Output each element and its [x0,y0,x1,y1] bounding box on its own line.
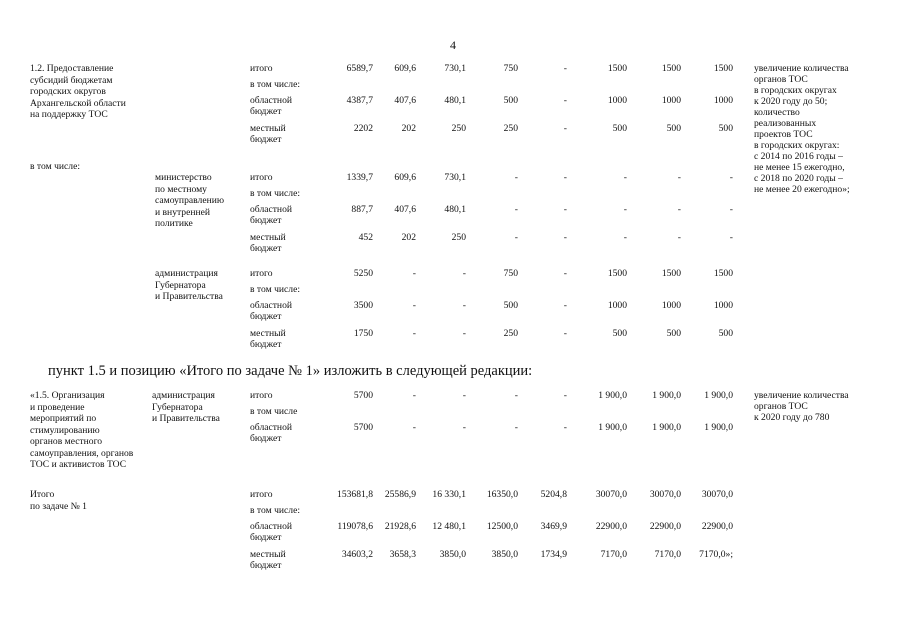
cell-value: 250 [503,328,518,339]
cell-value: 202 [401,123,416,134]
cell-value: 3850,0 [491,549,518,560]
cell-value: - [514,204,518,215]
row-label: местный [250,232,286,243]
cell-value: 1750 [353,328,373,339]
cell-value: 730,1 [444,63,466,74]
cell-value: 500 [718,328,733,339]
cell-value: 1500 [661,63,681,74]
row-label: бюджет [250,106,282,117]
cell-value: 3469,9 [540,521,567,532]
cell-value: - [563,268,567,279]
row-label: бюджет [250,532,282,543]
item-title: на поддержку ТОС [30,109,108,120]
cell-value: 250 [451,123,466,134]
cell-value: - [563,328,567,339]
row-label: местный [250,123,286,134]
row-label: в том числе: [250,79,301,90]
cell-value: 1500 [713,63,733,74]
row-label: бюджет [250,243,282,254]
cell-value: - [623,204,627,215]
cell-value: - [514,172,518,183]
result-text: увеличение количества [754,390,849,401]
executor-name: по местному [155,183,207,195]
executor-name: политике [155,218,193,229]
result-text: в городских округах [754,85,837,96]
row-label: итого [250,390,273,401]
row-label: областной [250,422,293,433]
executor-name: Губернатора [155,279,206,291]
cell-value: - [462,390,466,401]
cell-value: 1000 [661,300,681,311]
result-text: проектов ТОС [754,129,813,140]
cell-value: 34603,2 [341,549,373,560]
cell-value: 1 900,0 [652,390,681,401]
item-title: 1.2. Предоставление [30,63,114,74]
cell-value: 452 [358,232,373,243]
cell-value: 1 900,0 [652,422,681,433]
item-title: Архангельской области [30,97,126,109]
cell-value: 480,1 [444,204,466,215]
cell-value: 25586,9 [384,489,416,500]
cell-value: 1734,9 [540,549,567,560]
row-label: областной [250,204,293,215]
cell-value: 6589,7 [346,63,373,74]
row-label: местный [250,549,286,560]
item-title: стимулированию [30,424,100,436]
cell-value: 1500 [713,268,733,279]
cell-value: - [677,204,681,215]
cell-value: 5700 [353,422,373,433]
executor-name: и внутренней [155,206,211,218]
result-text: органов ТОС [754,401,808,412]
cell-value: - [462,300,466,311]
cell-value: 500 [503,95,518,106]
cell-value: - [514,232,518,243]
cell-value: - [623,232,627,243]
cell-value: - [462,422,466,433]
cell-value: 22900,0 [649,521,681,532]
result-text: с 2018 по 2020 годы – [754,173,843,184]
row-label: областной [250,521,293,532]
item-title: мероприятий по [30,413,97,424]
result-text: не менее 15 ежегодно, [754,162,845,173]
cell-value: - [412,300,416,311]
result-text: реализованных [754,118,817,129]
cell-value: 500 [718,123,733,134]
cell-value: - [563,300,567,311]
cell-value: 16350,0 [486,489,518,500]
cell-value: 887,7 [351,204,373,215]
row-label: в том числе: [250,505,301,516]
result-text: с 2014 по 2016 годы – [754,151,843,162]
cell-value: - [729,204,733,215]
row-label: местный [250,328,286,339]
result-text: в городских округах: [754,140,840,151]
result-text: не менее 20 ежегодно»; [754,184,850,195]
cell-value: - [412,390,416,401]
cell-value: 750 [503,63,518,74]
cell-value: 22900,0 [701,521,733,532]
cell-value: 1500 [661,268,681,279]
cell-value: 1 900,0 [598,390,627,401]
cell-value: 750 [503,268,518,279]
in-that-number-label: в том числе: [30,161,81,172]
cell-value: 2202 [353,123,373,134]
cell-value: 30070,0 [649,489,681,500]
cell-value: 3850,0 [439,549,466,560]
cell-value: - [462,328,466,339]
cell-value: - [563,232,567,243]
cell-value: 250 [451,232,466,243]
cell-value: 7170,0 [600,549,627,560]
cell-value: - [677,172,681,183]
cell-value: 407,6 [394,95,416,106]
cell-value: 1000 [713,300,733,311]
cell-value: - [462,268,466,279]
item-title: самоуправления, органов [30,447,134,459]
row-label: бюджет [250,311,282,322]
cell-value: 1500 [607,268,627,279]
total-title: Итого [30,489,55,500]
total-title: по задаче № 1 [30,500,87,512]
cell-value: 153681,8 [337,489,373,500]
cell-value: 4387,7 [346,95,373,106]
cell-value: - [563,204,567,215]
cell-value: 609,6 [394,172,416,183]
cell-value: 500 [666,328,681,339]
result-text: органов ТОС [754,74,808,85]
row-label: бюджет [250,339,282,350]
cell-value: - [563,95,567,106]
cell-value: - [514,390,518,401]
cell-value: 500 [503,300,518,311]
row-label: итого [250,63,273,74]
row-label: бюджет [250,215,282,226]
cell-value: 7170,0»; [699,549,733,560]
item-title: ТОС и активистов ТОС [30,459,127,470]
cell-value: 1000 [607,300,627,311]
page-number: 4 [450,38,456,52]
executor-name: Губернатора [152,401,203,413]
executor-name: и Правительства [152,413,220,424]
cell-value: 1000 [661,95,681,106]
cell-value: - [563,63,567,74]
cell-value: 7170,0 [654,549,681,560]
item-title: «1.5. Организация [30,390,105,401]
section-heading: пункт 1.5 и позицию «Итого по задаче № 1» изложить в следующей редакции: [48,363,533,379]
executor-name: и Правительства [155,291,223,302]
cell-value: - [563,422,567,433]
cell-value: 730,1 [444,172,466,183]
row-label: в том числе: [250,284,301,295]
row-label: бюджет [250,134,282,145]
cell-value: 30070,0 [595,489,627,500]
executor-name: администрация [155,268,218,279]
cell-value: - [412,328,416,339]
cell-value: 5204,8 [540,489,567,500]
item-title: и проведение [30,401,85,413]
executor-name: министерство [155,172,212,183]
item-title: органов местного [30,436,103,447]
cell-value: 1339,7 [346,172,373,183]
cell-value: 3500 [353,300,373,311]
cell-value: - [729,232,733,243]
cell-value: 5250 [353,268,373,279]
cell-value: - [563,390,567,401]
cell-value: 1 900,0 [704,390,733,401]
row-label: бюджет [250,433,282,444]
row-label: в том числе [250,406,298,417]
cell-value: 1000 [607,95,627,106]
cell-value: - [729,172,733,183]
cell-value: 609,6 [394,63,416,74]
cell-value: 407,6 [394,204,416,215]
cell-value: 250 [503,123,518,134]
cell-value: - [563,172,567,183]
cell-value: 119078,6 [337,521,373,532]
cell-value: 5700 [353,390,373,401]
cell-value: 21928,6 [384,521,416,532]
result-text: к 2020 году до 50; [754,96,828,107]
cell-value: - [514,422,518,433]
cell-value: 12500,0 [486,521,518,532]
cell-value: 202 [401,232,416,243]
row-label: областной [250,95,293,106]
item-title: городских округов [30,86,106,97]
cell-value: 500 [612,123,627,134]
cell-value: - [677,232,681,243]
cell-value: - [623,172,627,183]
cell-value: 1 900,0 [598,422,627,433]
cell-value: 1 900,0 [704,422,733,433]
result-text: к 2020 году до 780 [754,412,830,423]
cell-value: 30070,0 [701,489,733,500]
cell-value: 500 [612,328,627,339]
row-label: итого [250,268,273,279]
cell-value: 22900,0 [595,521,627,532]
cell-value: 1500 [607,63,627,74]
cell-value: 1000 [713,95,733,106]
result-text: количество [754,107,800,118]
row-label: областной [250,300,293,311]
cell-value: 12 480,1 [432,521,466,532]
cell-value: 3658,3 [389,549,416,560]
cell-value: 500 [666,123,681,134]
cell-value: 16 330,1 [432,489,466,500]
executor-name: администрация [152,390,215,401]
cell-value: - [412,268,416,279]
cell-value: - [412,422,416,433]
row-label: бюджет [250,560,282,571]
cell-value: - [563,123,567,134]
item-title: субсидий бюджетам [30,74,113,86]
row-label: итого [250,489,273,500]
result-text: увеличение количества [754,63,849,74]
executor-name: самоуправлению [155,195,225,206]
row-label: итого [250,172,273,183]
row-label: в том числе: [250,188,301,199]
cell-value: 480,1 [444,95,466,106]
